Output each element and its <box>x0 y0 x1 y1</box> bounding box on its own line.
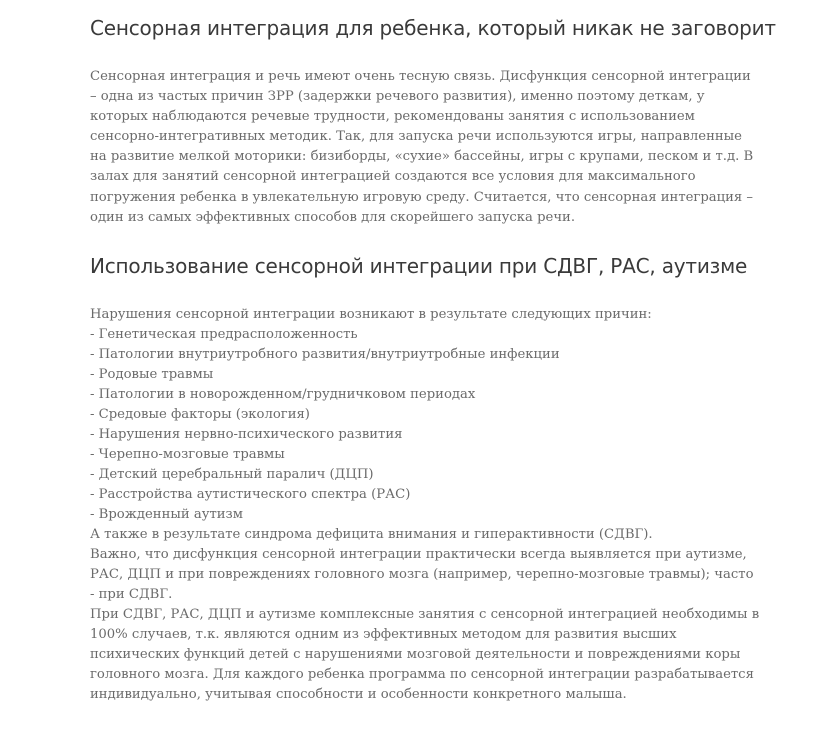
adhd-note: А также в результате синдрома дефицита внимания и гиперактивности (СДВГ). <box>90 527 653 542</box>
cause-item: - Детский церебральный паралич (ДЦП) <box>90 467 374 482</box>
cause-item: - Патологии внутриутробного развития/внутриутробные инфекции <box>90 347 560 362</box>
cause-item: - Врожденный аутизм <box>90 507 243 522</box>
section-title-speech: Сенсорная интеграция для ребенка, который никак не заговорит <box>90 16 776 40</box>
cause-item: - Патологии в новорожденном/грудничковом периодах <box>90 387 476 402</box>
cause-item: - Черепно-мозговые травмы <box>90 447 285 462</box>
causes-block <box>90 305 760 705</box>
cause-item: - Родовые травмы <box>90 367 214 382</box>
important-note: Важно, что дисфункция сенсорной интеграции практически всегда выявляется при аутизме, РАС, ДЦП и при повреждениях головного мозга (например, черепно-мозговые травмы); часто - при СДВГ. <box>90 547 754 602</box>
conclusion-paragraph: При СДВГ, РАС, ДЦП и аутизме комплексные занятия с сенсорной интеграцией необходимы в 100% случаев, т.к. являются одним из эффективных методом для развития высших психических функций детей с нарушениями мозговой деятельности и повреждениями коры головного мозга. Для каждого ребенка программа по сенсорной интеграции разрабатывается индивидуально, учитывая способности и особенности конкретного малыша. <box>90 607 760 702</box>
speech-paragraph: Сенсорная интеграция и речь имеют очень тесную связь. Дисфункция сенсорной интеграции – одна из частых причин ЗРР (задержки речевого развития), именно поэтому деткам, у которых наблюдаются речевые трудности, рекомендованы занятия с использованием сенсорно-интегративных методик. Так, для запуска речи используются игры, направленные на развитие мелкой моторики: бизиборды, «сухие» бассейны, игры с крупами, песком и т.д. В залах для занятий сенсорной интеграцией создаются все условия для максимального погружения ребенка в увлекательную игровую среду. Считается, что сенсорная интеграция – один из самых эффективных способов для скорейшего запуска речи. <box>90 69 754 225</box>
cause-item: - Генетическая предрасположенность <box>90 327 358 342</box>
cause-item: - Средовые факторы (экология) <box>90 407 310 422</box>
causes-list <box>90 325 760 525</box>
section-title-adhd-asd: Использование сенсорной интеграции при СДВГ, РАС, аутизме <box>90 254 748 278</box>
cause-item: - Нарушения нервно-психического развития <box>90 427 403 442</box>
causes-intro: Нарушения сенсорной интеграции возникают в результате следующих причин: <box>90 307 652 322</box>
cause-item: - Расстройства аутистического спектра (РАС) <box>90 487 411 502</box>
